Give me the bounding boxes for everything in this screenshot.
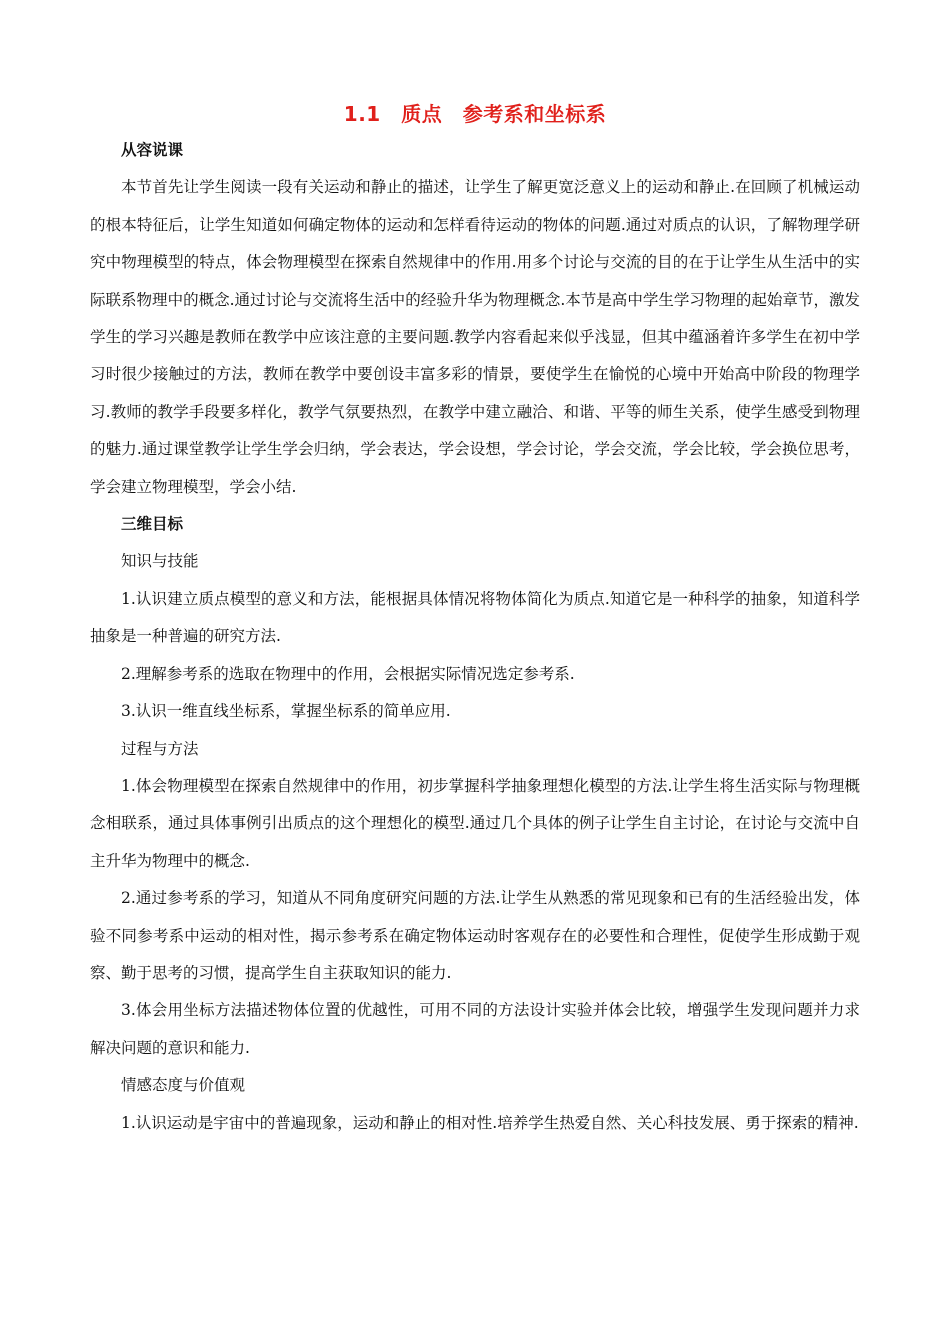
process-item: 2.通过参考系的学习，知道从不同角度研究问题的方法.让学生从熟悉的常见现象和已有的生活经验出发，体验不同参考系中运动的相对性，揭示参考系在确定物体运动时客观存在的必要性和合理性，促使学生形成勤于观察、勤于思考的习惯，提高学生自主获取知识的能力.	[90, 889, 860, 982]
section-heading-goals: 三维目标	[121, 515, 184, 534]
subheading-knowledge: 知识与技能	[121, 552, 199, 571]
attitude-item: 1.认识运动是宇宙中的普遍现象，运动和静止的相对性.培养学生热爱自然、关心科技发展、勇于探索的精神.	[121, 1113, 859, 1132]
process-item: 3.体会用坐标方法描述物体位置的优越性，可用不同的方法设计实验并体会比较，增强学生发现问题并力求解决问题的意识和能力.	[90, 1001, 860, 1057]
subheading-process: 过程与方法	[121, 739, 199, 758]
page-title: 1.1 质点 参考系和坐标系	[343, 102, 607, 126]
knowledge-item: 1.认识建立质点模型的意义和方法，能根据具体情况将物体简化为质点.知道它是一种科学的抽象，知道科学抽象是一种普遍的研究方法.	[90, 589, 860, 646]
process-item: 1.体会物理模型在探索自然规律中的作用，初步掌握科学抽象理想化模型的方法.让学生将生活实际与物理概念相联系，通过具体事例引出质点的这个理想化的模型.通过几个具体的例子让学生自主讨论，在讨论与交流中自主升华为物理中的概念.	[90, 776, 860, 870]
knowledge-item: 3.认识一维直线坐标系，掌握坐标系的简单应用.	[121, 702, 451, 721]
section-heading-intro: 从容说课	[121, 141, 184, 159]
knowledge-item: 2.理解参考系的选取在物理中的作用，会根据实际情况选定参考系.	[121, 664, 575, 683]
intro-paragraph: 本节首先让学生阅读一段有关运动和静止的描述，让学生了解更宽泛意义上的运动和静止.在回顾了机械运动的根本特征后，让学生知道如何确定物体的运动和怎样看待运动的物体的问题.通过对质点的认识，了解物理学研究中物理模型的特点，体会物理模型在探索自然规律中的作用.用多个讨论与交流的目的在于让学生从生活中的实际联系物理中的概念.通过讨论与交流将生活中的经验升华为物理概念.本节是高中学生学习物理的起始章节，激发学生的学习兴趣是教师在教学中应该注意的主要问题.教学内容看起来似乎浅显，但其中蕴涵着许多学生在初中学习时很少接触过的方法，教师在教学中要创设丰富多彩的情景，要使学生在愉悦的心境中开始高中阶段的物理学习.教师的教学手段要多样化，教学气氛要热烈，在教学中建立融洽、和谐、平等的师生关系，使学生感受到物理的魅力.通过课堂教学让学生学会归纳，学会表达，学会设想，学会讨论，学会交流，学会比较，学会换位思考，学会建立物理模型，学会小结.	[90, 178, 860, 496]
subheading-attitude: 情感态度与价值观	[121, 1076, 246, 1095]
document-body	[90, 132, 860, 1142]
